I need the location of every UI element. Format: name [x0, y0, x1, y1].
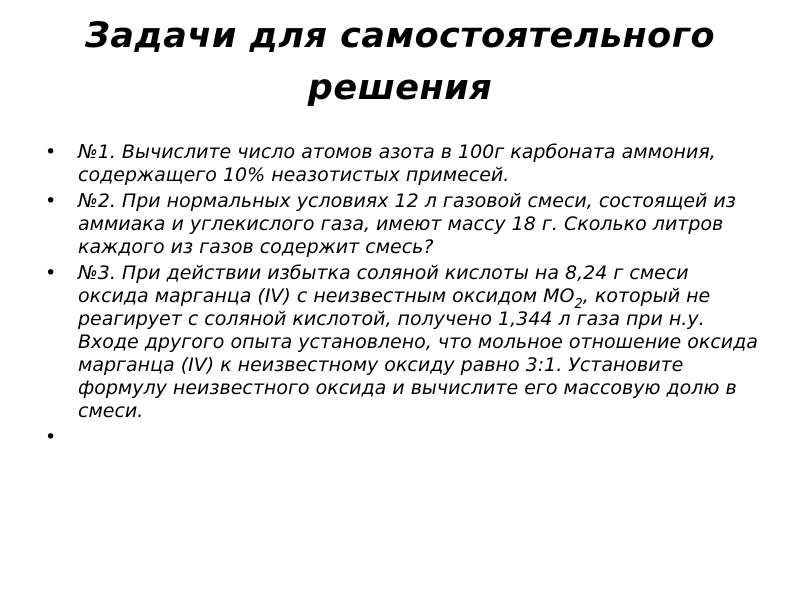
task-1-text: №1. Вычислите число атомов азота в 100г карбоната аммония, содержащего 10% неазотистых примесей.: [78, 141, 716, 186]
bullet-icon: •: [45, 141, 57, 163]
task-3-subscript: 2: [574, 297, 583, 312]
task-item-empty: [45, 426, 765, 449]
task-3-text-before: №3. При действии избытка соляной кислоты на 8,24 г смеси оксида марганца (IV) с неизвестным оксидом МО: [78, 262, 689, 307]
task-list: [45, 141, 765, 452]
task-4-text: [78, 426, 84, 448]
bullet-icon: •: [45, 262, 57, 284]
task-item-2: [45, 190, 765, 259]
bullet-icon: •: [45, 426, 57, 448]
task-item-3: [45, 262, 765, 423]
bullet-icon: •: [45, 190, 57, 212]
task-2-text: №2. При нормальных условиях 12 л газовой смеси, состоящей из аммиака и углекислого газа, имеют массу 18 г. Сколько литров каждого из газов содержит смесь?: [78, 190, 736, 258]
slide-title: Задачи для самостоятельного решения: [84, 16, 716, 108]
task-item-1: [45, 141, 765, 187]
task-3-text-after: , который не реагирует с соляной кислотой, получено 1,344 л газа при н.у. Входе другого опыта установлено, что мольное отношение оксида марганца (IV) к неизвестному оксиду равно 3:1. Установите формулу неизвестного оксида и вычислите его массовую долю в смеси.: [78, 285, 758, 422]
